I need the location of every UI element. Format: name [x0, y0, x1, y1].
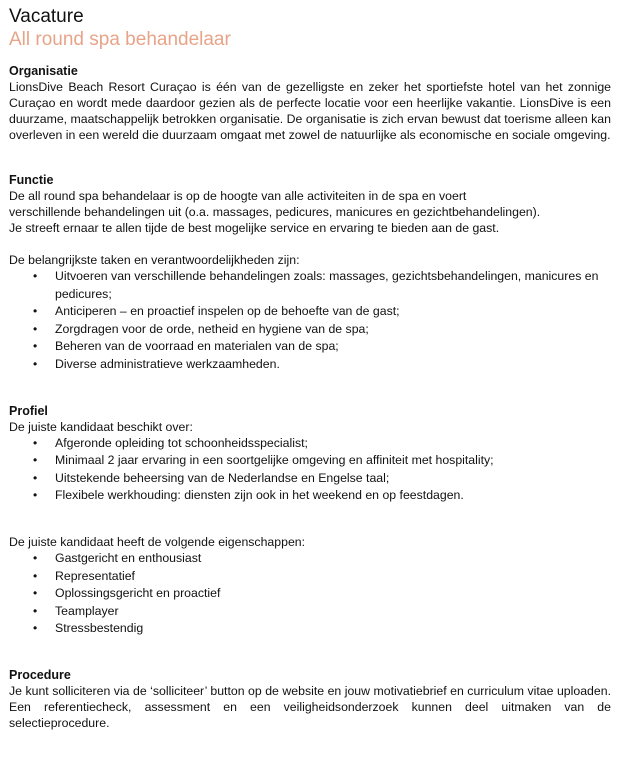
heading-organisatie: Organisatie — [9, 64, 78, 78]
qualities-list — [9, 550, 611, 638]
section-procedure — [9, 667, 611, 731]
heading-profiel: Profiel — [9, 403, 48, 418]
bullet-icon: • — [33, 339, 38, 354]
section-profiel — [9, 403, 611, 638]
list-item: • Diverse administratieve werkzaamheden. — [55, 356, 611, 374]
functie-line-3: Je streeft ernaar te allen tijde de best mogelijke service en ervaring te bieden aan de gast. — [9, 221, 500, 235]
page-subtitle: All round spa behandelaar — [9, 29, 231, 50]
list-item: • Oplossingsgericht en proactief — [55, 585, 611, 603]
bullet-icon: • — [33, 603, 38, 618]
bullet-icon: • — [33, 453, 38, 468]
functie-line-1: De all round spa behandelaar is op de hoogte van alle activiteiten in de spa en voert — [9, 189, 467, 203]
list-item: • Beheren van de voorraad en materialen van de spa; — [55, 338, 611, 356]
list-item: • Zorgdragen voor de orde, netheid en hygiene van de spa; — [55, 321, 611, 339]
bullet-icon: • — [33, 568, 38, 583]
heading-functie: Functie — [9, 173, 54, 187]
list-item: • Representatief — [55, 568, 611, 586]
bullet-icon: • — [33, 304, 38, 319]
page-title: Vacature — [9, 6, 84, 27]
requirements-intro: De juiste kandidaat beschikt over: — [9, 419, 193, 434]
bullet-icon: • — [33, 321, 38, 336]
list-item: • Anticiperen – en proactief inspelen op de behoefte van de gast; — [55, 303, 611, 321]
functie-line-2: verschillende behandelingen uit (o.a. massages, pedicures, manicures en gezichtbehandelingen). — [9, 205, 541, 219]
qualities-intro: De juiste kandidaat heeft de volgende eigenschappen: — [9, 534, 306, 549]
bullet-icon: • — [33, 470, 38, 485]
bullet-icon: • — [33, 269, 38, 283]
list-item: • Flexibele werkhouding: diensten zijn ook in het weekend en op feestdagen. — [55, 487, 611, 505]
list-item: • Uitstekende beheersing van de Nederlandse en Engelse taal; — [55, 470, 611, 488]
bullet-icon: • — [33, 621, 38, 636]
list-item: • Teamplayer — [55, 603, 611, 621]
requirements-list — [9, 435, 611, 505]
organisatie-text: LionsDive Beach Resort Curaçao is één van de gezelligste en zeker het sportiefste hotel van het zonnige Curaçao en wordt mede daardoor gezien als de perfecte locatie voor een heerlijke vakantie. LionsDive is een duurzame, maatschappelijk betrokken organisatie. De organisatie is zich ervan bewust dat toerisme alleen kan overleven in een wereld die duurzaam omgaat met zowel de natuurlijke als economische en sociale omgeving. — [9, 80, 611, 142]
list-item: • Uitvoeren van verschillende behandelingen zoals: massages, gezichtsbehandelingen, manicures en pedicures; — [33, 269, 599, 301]
bullet-icon: • — [33, 550, 38, 565]
bullet-icon: • — [33, 435, 38, 450]
section-organisatie — [9, 63, 611, 143]
list-item: • Minimaal 2 jaar ervaring in een soortgelijke omgeving en affiniteit met hospitality; — [55, 452, 611, 470]
heading-procedure: Procedure — [9, 667, 71, 682]
list-item: • Gastgericht en enthousiast — [55, 550, 611, 568]
tasks-list — [9, 268, 611, 374]
tasks-intro: De belangrijkste taken en verantwoordelijkheden zijn: — [9, 253, 300, 267]
bullet-icon: • — [33, 356, 38, 371]
list-item: • Afgeronde opleiding tot schoonheidsspecialist; — [55, 435, 611, 453]
bullet-icon: • — [33, 488, 38, 503]
procedure-text: Je kunt solliciteren via de ‘solliciteer’ button op de website en jouw motivatiebrief en curriculum vitae uploaden. Een referentiecheck, assessment en een veiligheidsonderzoek kunnen deel uitmaken van de selectieprocedure. — [9, 683, 611, 730]
list-item: • Stressbestendig — [55, 620, 611, 638]
section-functie — [9, 172, 611, 374]
bullet-icon: • — [33, 586, 38, 601]
